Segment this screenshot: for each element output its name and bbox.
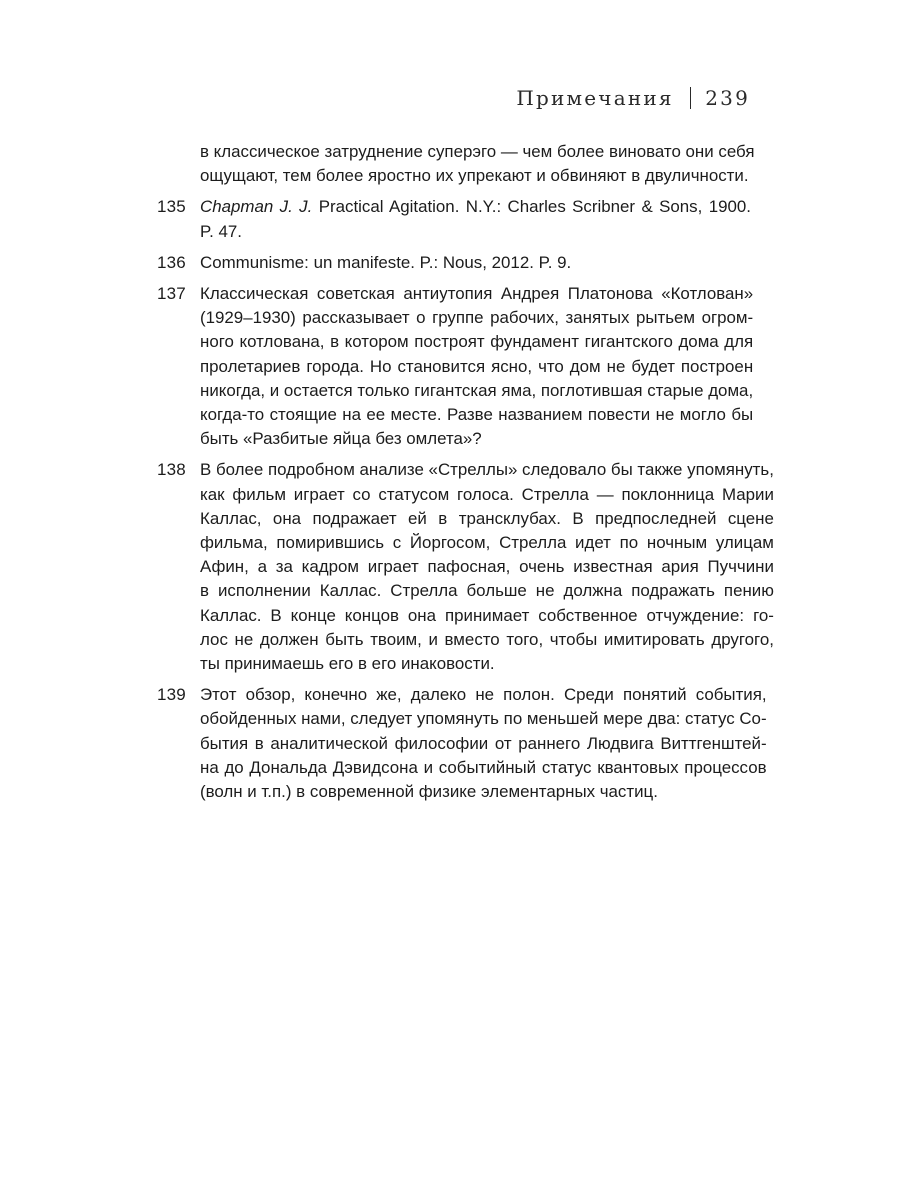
running-header: [516, 86, 750, 110]
page-number: 239: [705, 86, 750, 110]
endnote-number: 138: [157, 460, 186, 480]
text-line: никогда, и остается только гигантская яма, поглотившая старые дома,: [200, 380, 754, 400]
text-line: как фильм играет со статусом голоса. Стрелла — поклонница Марии: [200, 484, 774, 504]
text-line: пролетариев города. Но становится ясно, что дом не будет построен: [200, 356, 754, 376]
text-line: бытия в аналитической философии от раннего Людвига Виттгенштей-: [200, 733, 767, 753]
endnote-text: [200, 458, 774, 676]
text-line: на до Дональда Дэвидсона и событийный статус квантовых процессов: [200, 757, 767, 777]
text-line: Каллас, она подражает ей в трансклубах. В предпоследней сцене: [200, 508, 774, 528]
endnote-text: [200, 251, 751, 275]
text-line: фильма, помирившись с Йоргосом, Стрелла идет по ночным улицам: [200, 533, 774, 553]
header-separator: [690, 87, 692, 109]
endnote-138: [157, 458, 774, 676]
text-line: Каллас. В конце концов она принимает собственное отчуждение: го-: [200, 605, 774, 625]
text-line: лос не должен быть твоим, и вместо того, чтобы имитировать другого,: [200, 629, 774, 649]
section-title: Примечания: [516, 86, 674, 110]
endnote-text: [200, 282, 753, 451]
text-line: [200, 195, 751, 219]
text-line: (1929–1930) рассказывает о группе рабочих, занятых рытьем огром-: [200, 308, 754, 328]
endnote-text: [200, 683, 767, 804]
text-line: Communisme: un manifeste. P.: Nous, 2012. P. 9.: [200, 252, 572, 272]
endnote-text: [200, 140, 755, 188]
text-line: когда-то стоящие на ее месте. Разве названием повести не могло бы: [200, 405, 754, 425]
text-line: обойденных нами, следует упомянуть по меньшей мере два: статус Со-: [200, 709, 767, 729]
text-line: ощущают, тем более яростно их упрекают и обвиняют в двуличности.: [200, 166, 749, 186]
text-line: В более подробном анализе «Стреллы» следовало бы также упомянуть,: [200, 460, 774, 480]
endnote-text: [200, 195, 751, 243]
citation-title: Practical Agitation. N.Y.: Charles Scribner & Sons, 1900.: [312, 197, 751, 217]
endnote-number: 136: [157, 252, 186, 272]
endnote-continuation: [157, 140, 755, 188]
text-line: в исполнении Каллас. Стрелла больше не должна подражать пению: [200, 581, 774, 601]
endnote-number: 137: [157, 284, 186, 304]
text-line: Классическая советская антиутопия Андрея Платонова «Котлован»: [200, 284, 754, 304]
endnotes-list: [157, 140, 774, 811]
endnote-number: [157, 140, 200, 188]
text-line: ты принимаешь его в его инаковости.: [200, 654, 495, 674]
endnote-137: [157, 282, 754, 451]
text-line: P. 47.: [200, 221, 242, 241]
text-line: Этот обзор, конечно же, далеко не полон. Среди понятий события,: [200, 685, 767, 705]
endnote-number: 135: [157, 197, 186, 217]
text-line: быть «Разбитые яйца без омлета»?: [200, 429, 482, 449]
endnote-number: 139: [157, 685, 186, 705]
text-line: ного котлована, в котором построят фундамент гигантского дома для: [200, 332, 754, 352]
endnote-135: [157, 195, 751, 243]
text-line: (волн и т.п.) в современной физике элементарных частиц.: [200, 782, 658, 802]
endnote-136: [157, 251, 751, 275]
citation-author: Chapman J. J.: [200, 197, 313, 217]
text-line: Афин, а за кадром играет пафосная, очень известная ария Пуччини: [200, 557, 774, 577]
endnote-139: [157, 683, 767, 804]
text-line: в классическое затруднение суперэго — чем более виновато они себя: [200, 142, 755, 161]
